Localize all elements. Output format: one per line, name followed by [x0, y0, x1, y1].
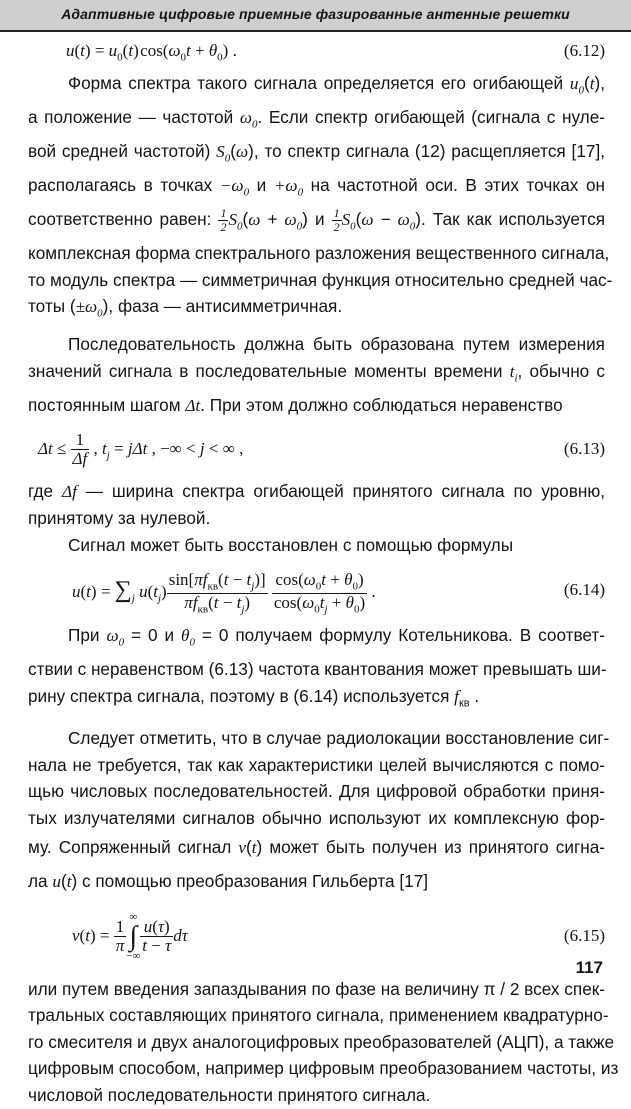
text-span: значений сигнала в последовательные моменты времени — [28, 360, 503, 381]
text-line: тральных составляющих принятого сигнала, применением квадратурно- — [28, 1005, 609, 1026]
formula-6-15: v(t) = $\frac{1}{\pi}$ ∞ ∫ −∞ $\frac{u(\tau)}{t - \tau}$ dτ — [72, 910, 188, 962]
text-line: Последовательность должна быть образована путем измерения — [68, 334, 605, 355]
paragraph-hilbert: Следует отметить, что в случае радиолокации восстановление сиг- нала не требуется, так как характеристики целей вычисляются с помо- щью числовых последовательностей. Для цифровой обработки приня- тых излучателями сигналов обычно используют их комплексную фор- му. Сопряженный сигнал v(t) может быть получен из принятого сигна- ла u(t) с помощью преобразования Гильберта [17] — [28, 725, 605, 896]
formula-6-14: $u(t) = \sum_j$ $u(t_j)$ $\frac{\sin[\pi f_{кв}(t - t_j)]}{\pi f_{кв}(t - t_j)}$ $\frac{\cos(\omega_0t + \theta_0)}{\cos(\omega_0t_j + \theta_0)}$ . — [72, 570, 376, 616]
text-span: располагаясь в точках — [28, 175, 213, 196]
text-line: Следует отметить, что в случае радиолокации восстановление сиг- — [68, 728, 610, 749]
text-line: Сигнал может быть восстановлен с помощью формулы — [68, 534, 514, 555]
text-span: Форма спектра такого сигнала определяется его огибающей — [68, 73, 564, 93]
text-span: вой средней частотой) — [28, 141, 211, 162]
paragraph-spectrum: Форма спектра такого сигнала определяется его огибающей $u_0(t)$, а положение — частотой $\omega_0$. Если спектр огибающей (сигнала с нуле- вой средней частотой) $S_0(\omega)$, то спектр сигнала (12) расщепляется [17], располагаясь в точках $-\omega_0$ $и +\omega_0$ на частотной оси. В этих точках он соответственно равен: $\frac{1}{2}$ $S_0(\omega + \omega_0)$ и $\frac{1}{2}$ $S_0(\omega - \omega_0)$. Так как используется комплексная форма спектрального разложения вещественного сигнала, то модуль спектра — симметричная функция относительно средней час- тоты $(\pm\omega_0)$, фаза — антисимметричная. — [28, 73, 613, 320]
text-span: , обычно с — [517, 360, 606, 381]
running-header — [0, 0, 631, 32]
equation-number: (6.14) — [563, 580, 605, 600]
text-span: и — [256, 175, 267, 196]
page-body — [28, 36, 619, 1109]
formula-6-13: Δt ≤ $\frac{1}{\Delta f}$ , $t_j = j\Delta t$ , −∞ < j < ∞ , — [38, 429, 244, 469]
text-line: го смесителя и двух аналогоцифровых преобразователей (АЦП), а также — [28, 1031, 615, 1052]
text-span: с помощью преобразования Гильберта [17] — [81, 871, 429, 891]
text-span: получаем формулу Котельникова. В соответ- — [235, 625, 606, 646]
text-span: му. Сопряженный сигнал — [28, 837, 232, 858]
page-number: 117 — [575, 958, 603, 977]
formula-6-12: $u(t) = u_0(t)$ $\cos(\omega_0t + \theta_0)$ . — [66, 41, 237, 64]
text-span: где — [28, 480, 54, 501]
text-span: рину спектра сигнала, поэтому в (6.14) используется — [28, 686, 450, 706]
equation-number: (6.13) — [563, 438, 605, 458]
text-span: ), фаза — антисимметричная. — [102, 296, 343, 317]
text-line: принятому за нулевой. — [28, 508, 211, 529]
text-span: . Если спектр огибающей (сигнала с нуле- — [257, 107, 605, 128]
paragraph-sampling: Последовательность должна быть образована путем измерения значений сигнала в последовательные моменты времени $t_i$, обычно с постоянным шагом Δt. При этом должно соблюдаться неравенство — [28, 331, 605, 419]
text-span: , то спектр сигнала (12) расщепляется [17], — [253, 141, 605, 162]
text-span: и — [164, 625, 175, 646]
text-line: числовой последовательности принятого сигнала. — [28, 1084, 431, 1105]
text-line: нала не требуется, так как характеристики целей вычисляются с помо- — [28, 754, 605, 775]
text-span: При — [68, 625, 100, 646]
text-span: и — [314, 209, 325, 230]
text-span: . Так как используется — [421, 209, 606, 230]
text-span: тоты ( — [28, 296, 76, 317]
paragraph-bandwidth: где Δf — ширина спектра огибающей принятого сигнала по уровню, принятому за нулевой. Сигнал может быть восстановлен с помощью формулы — [28, 478, 605, 559]
paragraph-kotelnikov: При $\omega_0 = 0$ и $\theta_0 = 0$ получаем формулу Котельникова. В соответ- ствии с неравенством (6.13) частота квантования может превышать ши- рину спектра сигнала, поэтому в (6.14) используется $f_{кв}$ . — [28, 625, 607, 710]
text-span: . При этом должно соблюдаться неравенство — [200, 395, 563, 415]
text-span: — ширина спектра огибающей принятого сигнала по уровню, — [85, 480, 606, 501]
equation-number: (6.15) — [563, 925, 605, 945]
header-title: Адаптивные цифровые приемные фазированные антенные решетки — [61, 6, 570, 22]
text-line: щью числовых последовательностей. Для цифровой обработки приня- — [28, 781, 605, 802]
paragraph-quadrature — [28, 976, 619, 1109]
text-line: ствии с неравенством (6.13) частота квантования может превышать ши- — [28, 659, 607, 680]
text-span: а положение — частотой — [28, 107, 234, 128]
text-span: на частотной оси. В этих точках он — [310, 175, 605, 196]
equation-6-15 — [28, 896, 605, 976]
text-span: может быть получен из принятого сигна- — [269, 837, 605, 858]
text-span: ла — [28, 871, 48, 891]
text-line: комплексная форма спектрального разложения вещественного сигнала, — [28, 243, 610, 264]
text-line: тых излучателями сигналов обычно используют их комплексную фор- — [28, 807, 605, 828]
equation-6-12 — [28, 36, 605, 66]
equation-6-14 — [28, 558, 605, 622]
equation-number: (6.12) — [563, 41, 605, 60]
text-span: соответственно равен: — [28, 209, 212, 230]
text-line: цифровым способом, например цифровым преобразованием частоты, из — [28, 1058, 619, 1079]
text-line: то модуль спектра — симметричная функция относительно средней час- — [28, 269, 613, 290]
text-span: постоянным шагом — [28, 395, 181, 415]
equation-6-13 — [28, 420, 605, 478]
text-line: или путем введения запаздывания по фазе на величину π / 2 всех спек- — [28, 978, 605, 999]
